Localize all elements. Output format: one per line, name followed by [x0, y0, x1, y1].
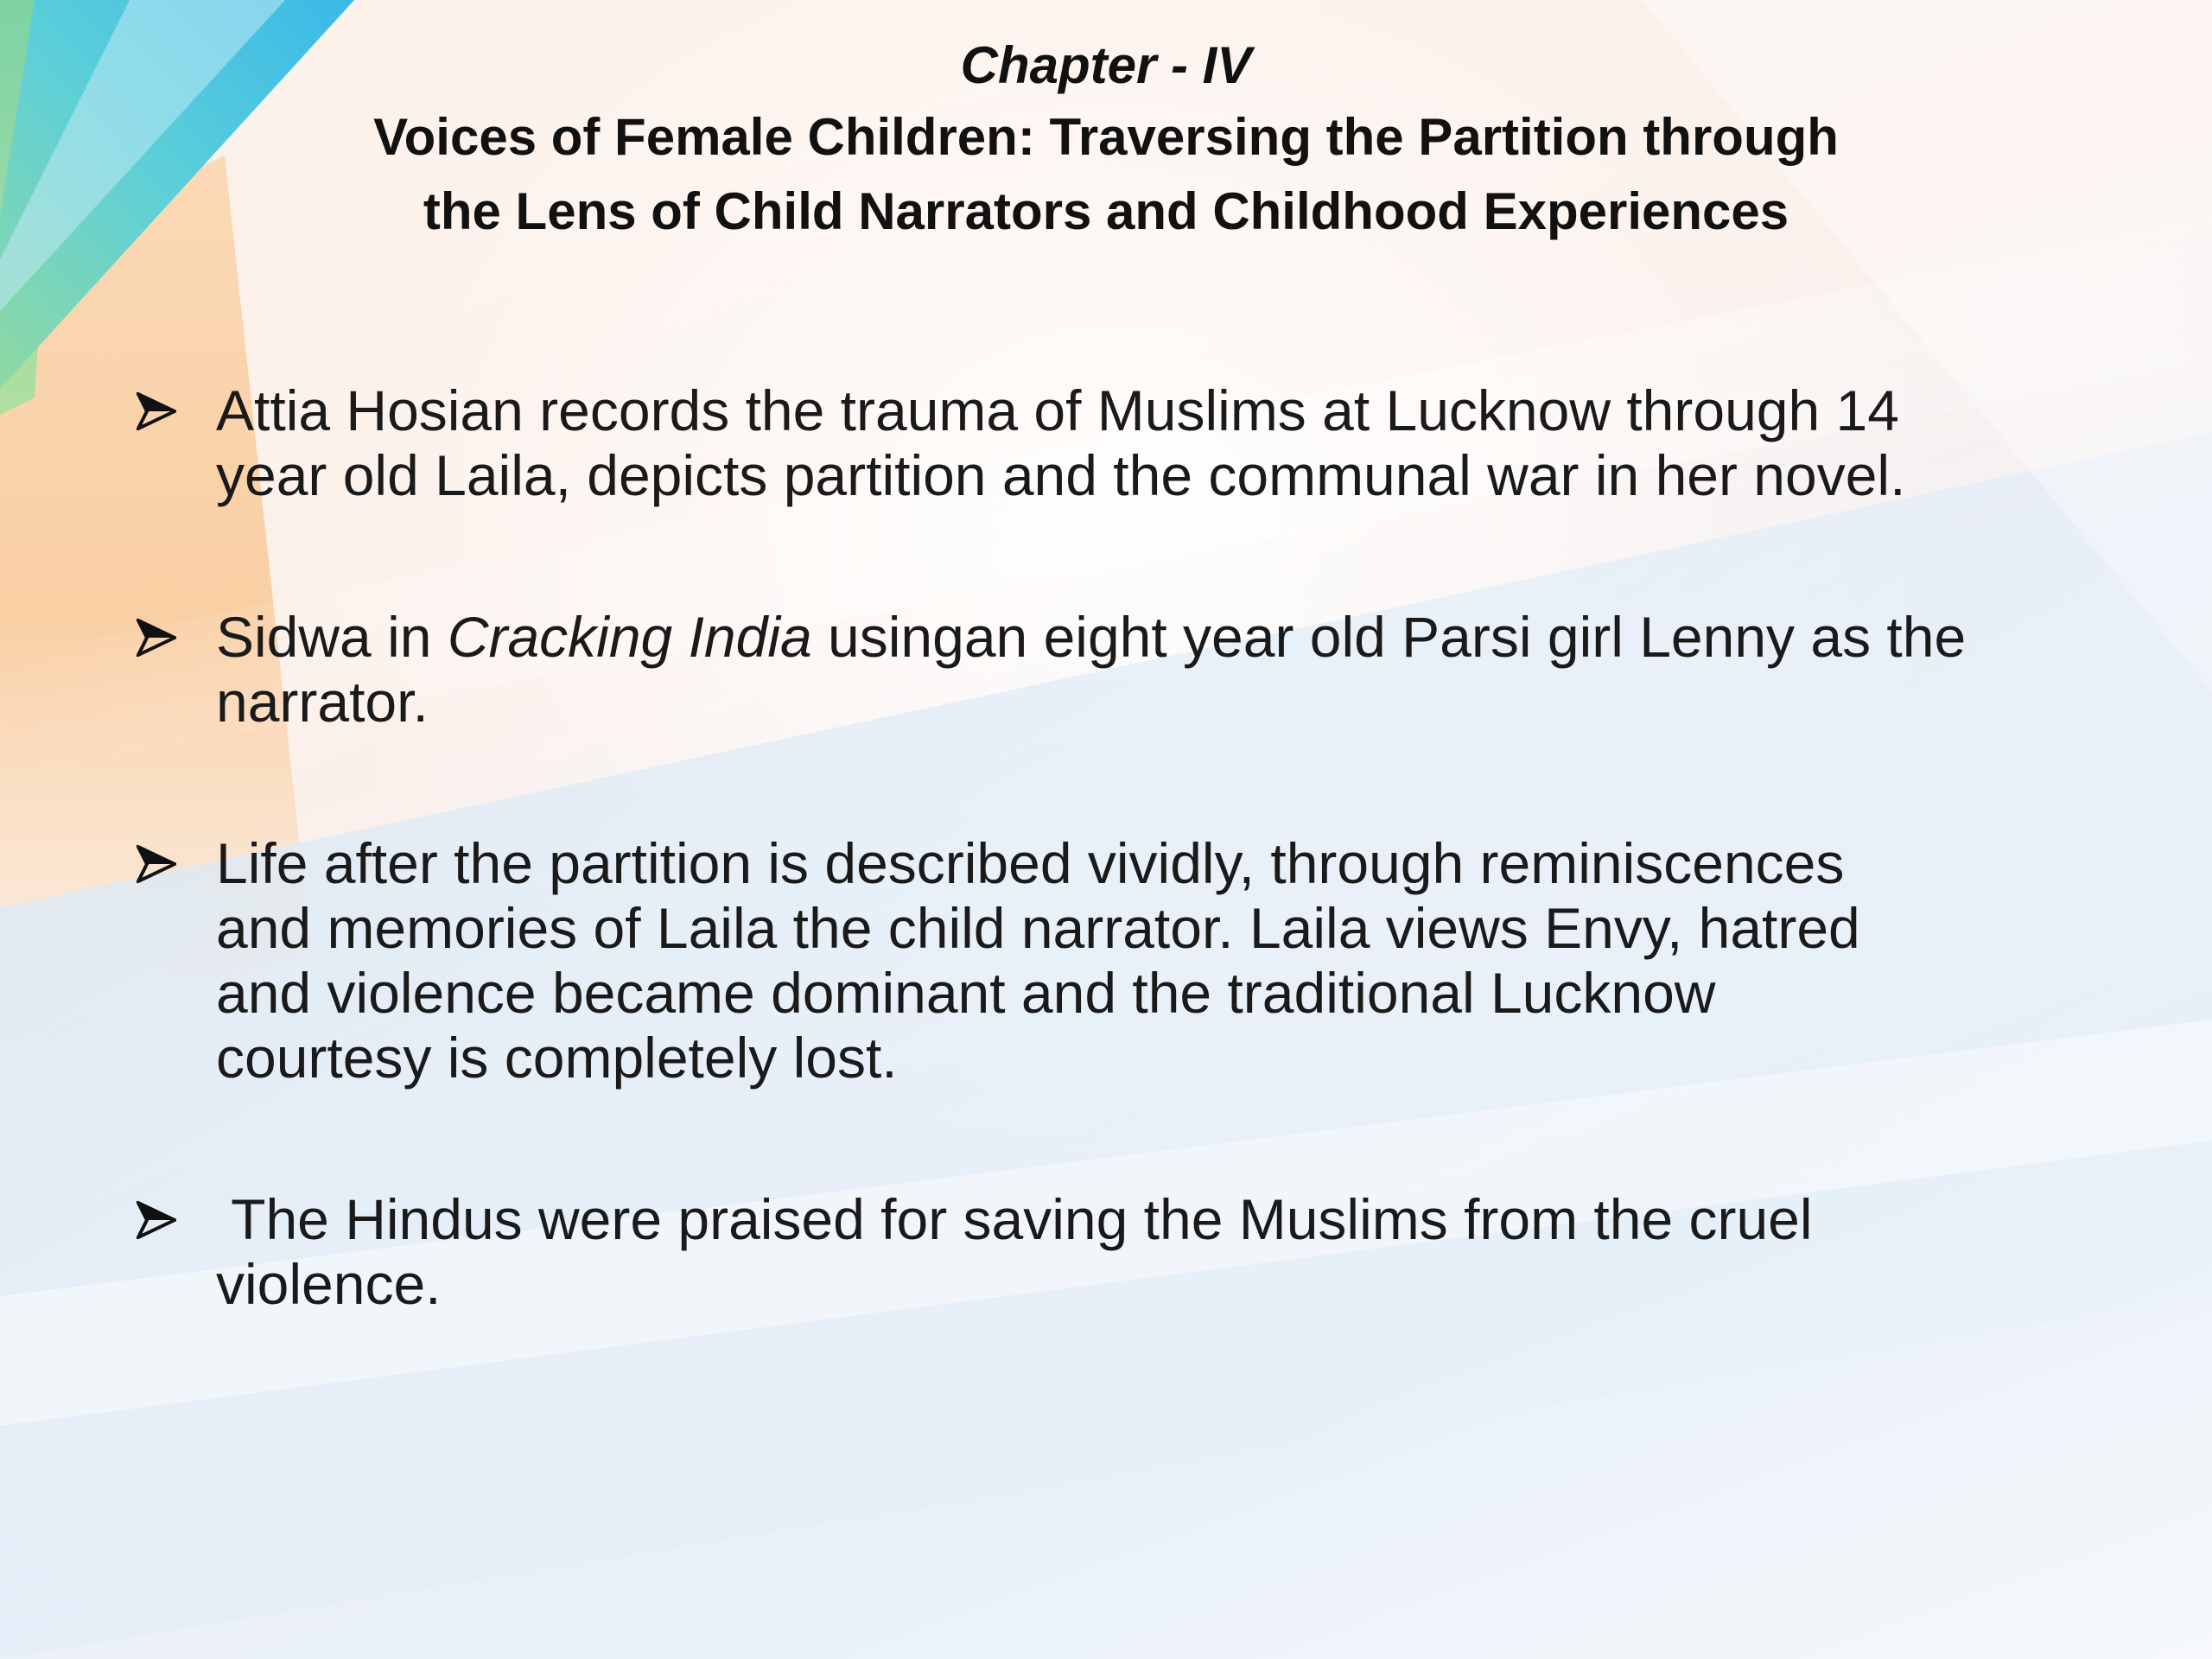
bullet-text-line: The Hindus were praised for saving the Muslims from the cruel [216, 1187, 1813, 1251]
bullet-text-line: Life after the partition is described vividly, through reminiscences [216, 831, 1845, 895]
bullet-item [130, 605, 2100, 734]
bullet-text-line: violence. [216, 1252, 442, 1316]
arrowhead-bullet-icon [137, 845, 176, 883]
bullet-text-line: and violence became dominant and the traditional Lucknow [216, 961, 1716, 1025]
arrowhead-bullet-icon [137, 1201, 176, 1239]
chapter-label: Chapter - IV [960, 36, 1252, 94]
bullet-item [130, 378, 2100, 508]
book-title: Cracking India [447, 605, 812, 669]
bullet-item [130, 1187, 2100, 1317]
bullet-text-line: and memories of Laila the child narrator. Laila views Envy, hatred [216, 896, 1860, 960]
slide-title-line-2: the Lens of Child Narrators and Childhood Experiences [423, 182, 1789, 240]
bullet-text-suffix: usingan eight year old Parsi girl Lenny as the [811, 605, 1967, 669]
bullet-text-line: year old Laila, depicts partition and the communal war in her novel. [216, 443, 1906, 507]
bullet-text-line: courtesy is completely lost. [216, 1026, 898, 1090]
bullet-item [130, 831, 2100, 1090]
bullet-text-line: Attia Hosian records the trauma of Muslims at Lucknow through 14 [216, 378, 1899, 442]
slide-title-line-1: Voices of Female Children: Traversing the Partition through [373, 108, 1839, 166]
arrowhead-bullet-icon [137, 619, 176, 657]
bullet-list [130, 378, 2100, 1317]
title-block [0, 31, 2212, 249]
bullet-text-line: narrator. [216, 670, 429, 734]
bullet-text-prefix: Sidwa in [216, 605, 448, 669]
arrowhead-bullet-icon [137, 392, 176, 430]
bullet-text-line [216, 605, 2100, 670]
